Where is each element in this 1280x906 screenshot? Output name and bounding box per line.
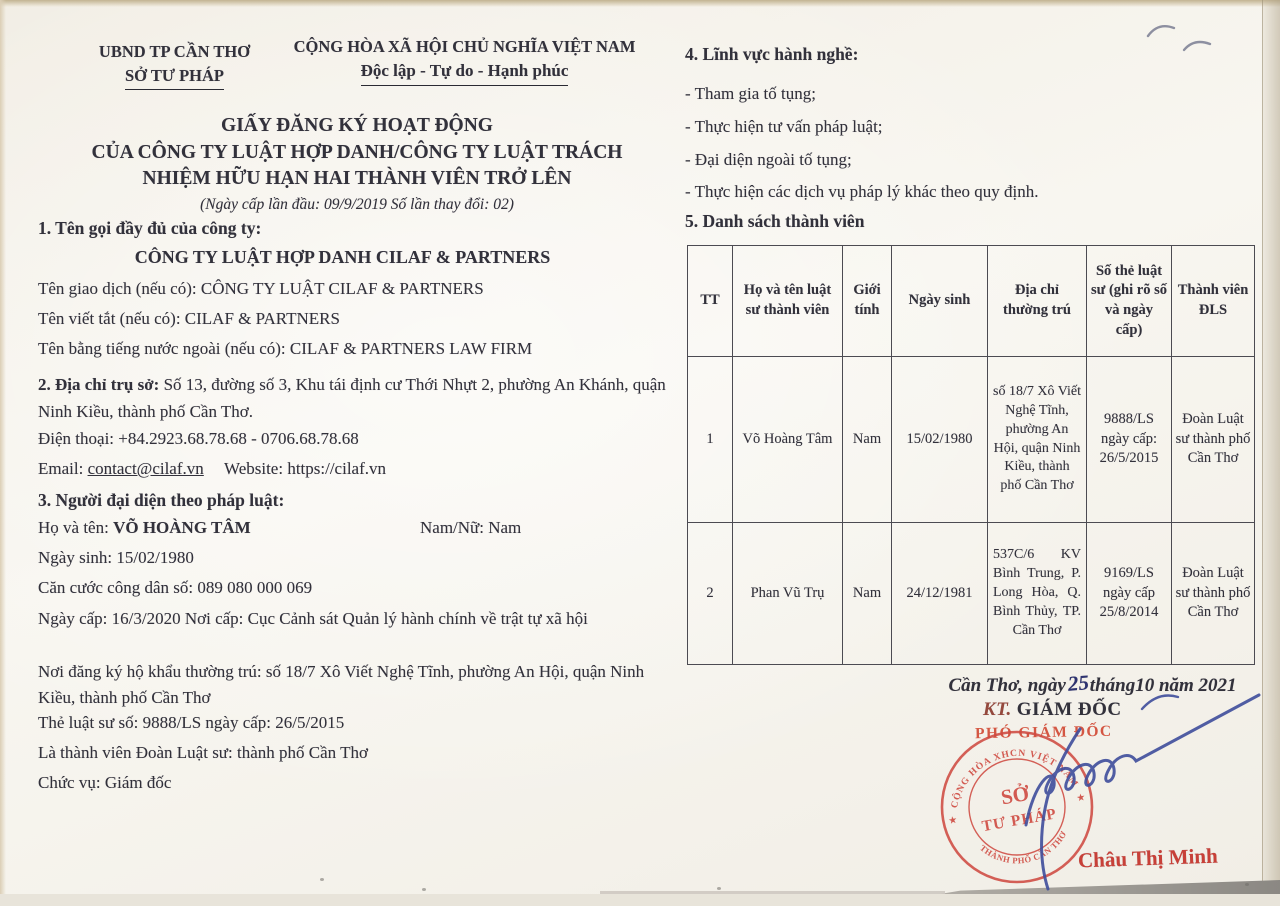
scan-speck <box>320 878 324 881</box>
cell-dob: 15/02/1980 <box>892 357 988 523</box>
signer-name: Châu Thị Minh <box>1077 843 1219 873</box>
representative-name-line <box>38 518 668 538</box>
col-header-name: Họ và tên luật sư thành viên <box>733 246 843 357</box>
table-row <box>688 523 1255 665</box>
representative-id-number: Căn cước công dân số: 089 080 000 069 <box>38 578 313 597</box>
name-label: Họ và tên: <box>38 518 109 537</box>
representative-dob: Ngày sinh: 15/02/1980 <box>38 548 194 567</box>
company-trade-name: Tên giao dịch (nếu có): CÔNG TY LUẬT CILAF & PARTNERS <box>38 279 484 298</box>
cell-tt: 2 <box>688 523 733 665</box>
col-header-dob: Ngày sinh <box>892 246 988 357</box>
title-line2: CỦA CÔNG TY LUẬT HỢP DANH/CÔNG TY LUẬT TRÁCH <box>91 141 623 163</box>
cell-address: số 18/7 Xô Viết Nghệ Tĩnh, phường An Hội, quận Ninh Kiều, thành phố Cần Thơ <box>988 357 1087 523</box>
document-title <box>48 113 666 193</box>
members-table <box>687 245 1255 665</box>
place-date-suffix: tháng10 năm 2021 <box>1089 675 1237 696</box>
cell-bar: Đoàn Luật sư thành phố Cần Thơ <box>1172 357 1255 523</box>
representative-lawyer-card: Thẻ luật sư số: 9888/LS ngày cấp: 26/5/2015 <box>38 713 345 732</box>
national-motto-block <box>262 35 667 86</box>
title-line1: GIẤY ĐĂNG KÝ HOẠT ĐỘNG <box>221 115 493 136</box>
section4-heading: 4. Lĩnh vực hành nghề: <box>685 44 859 64</box>
deputy-director-stamp-text: PHÓ GIÁM ĐỐC <box>974 722 1113 743</box>
place-date-line <box>925 672 1260 697</box>
email-label: Email: <box>38 459 84 478</box>
col-header-gender: Giới tính <box>843 246 892 357</box>
stamp-star-left: ★ <box>947 814 959 828</box>
section1-heading: 1. Tên gọi đầy đủ của công ty: <box>38 218 262 238</box>
section5-heading: 5. Danh sách thành viên <box>685 211 865 231</box>
col-header-tt: TT <box>688 246 733 357</box>
col-header-bar: Thành viên ĐLS <box>1172 246 1255 357</box>
national-line2: Độc lập - Tự do - Hạnh phúc <box>361 59 569 86</box>
representative-id-issue: Ngày cấp: 16/3/2020 Nơi cấp: Cục Cảnh sát Quản lý hành chính về trật tự xã hội <box>38 609 588 628</box>
cell-bar: Đoàn Luật sư thành phố Cần Thơ <box>1172 523 1255 665</box>
national-line1: CỘNG HÒA XÃ HỘI CHỦ NGHĨA VIỆT NAM <box>293 37 636 56</box>
stamp-arc-top-text: CỘNG HÒA XHCN VIỆT NAM <box>950 748 1080 810</box>
practice-field-item: - Thực hiện các dịch vụ pháp lý khác theo quy định. <box>685 182 1039 201</box>
cell-gender: Nam <box>843 357 892 523</box>
stamp-arc-bottom-text: THÀNH PHỐ CẦN THƠ <box>978 829 1069 866</box>
cell-address: 537C/6 KV Bình Trung, P. Long Hòa, Q. Bình Thủy, TP. Cần Thơ <box>988 523 1087 665</box>
title-line3: NHIỆM HỮU HẠN HAI THÀNH VIÊN TRỞ LÊN <box>142 168 572 190</box>
stamp-star-right: ★ <box>1075 792 1087 805</box>
cell-name: Phan Vũ Trụ <box>733 523 843 665</box>
table-row <box>688 357 1255 523</box>
cell-card: 9169/LS ngày cấp 25/8/2014 <box>1087 523 1172 665</box>
company-full-name: CÔNG TY LUẬT HỢP DANH CILAF & PARTNERS <box>134 247 551 267</box>
office-phone: Điện thoại: +84.2923.68.78.68 - 0706.68.78.68 <box>38 429 359 448</box>
practice-field-item: - Tham gia tố tụng; <box>685 84 816 103</box>
kt-handwritten: KT. <box>983 699 1012 720</box>
scan-speck <box>1245 883 1249 886</box>
representative-name: VÕ HOÀNG TÂM <box>113 518 251 537</box>
svg-text:THÀNH PHỐ CẦN THƠ <box>977 828 1072 873</box>
company-foreign-name: Tên bằng tiếng nước ngoài (nếu có): CILAF & PARTNERS LAW FIRM <box>38 339 533 358</box>
issuer-line1: UBND TP CẦN THƠ <box>98 42 251 61</box>
table-header-row <box>688 246 1255 357</box>
handwritten-day: 25 <box>1066 670 1090 696</box>
office-contact-line <box>38 459 386 479</box>
practice-field-item: - Thực hiện tư vấn pháp luật; <box>685 117 883 136</box>
scan-edge-top <box>0 0 1280 7</box>
representative-bar-membership: Là thành viên Đoàn Luật sư: thành phố Cần Thơ <box>38 743 368 762</box>
col-header-address: Địa chỉ thường trú <box>988 246 1087 357</box>
scan-speck <box>717 887 721 890</box>
scan-edge-left <box>0 0 6 894</box>
section2-address <box>38 371 668 425</box>
cell-tt: 1 <box>688 357 733 523</box>
issuer-line2: SỞ TƯ PHÁP <box>125 64 224 90</box>
stamp-center-line1: SỞ <box>999 780 1031 810</box>
director-title: GIÁM ĐỐC <box>1016 699 1122 720</box>
cell-gender: Nam <box>843 523 892 665</box>
section2-heading: 2. Địa chỉ trụ sở: <box>38 375 160 394</box>
scan-edge-right <box>1262 0 1280 894</box>
cell-card: 9888/LS ngày cấp: 26/5/2015 <box>1087 357 1172 523</box>
website-value: Website: https://cilaf.vn <box>224 459 387 478</box>
pen-marks <box>1140 14 1230 66</box>
title-issue-note: (Ngày cấp lần đầu: 09/9/2019 Số lần thay đổi: 02) <box>200 196 514 213</box>
col-header-card: Số thẻ luật sư (ghi rõ số và ngày cấp) <box>1087 246 1172 357</box>
office-address: Số 13, đường số 3, Khu tái định cư Thới Nhựt 2, phường An Khánh, quận Ninh Kiều, thành phố Cần Thơ. <box>38 375 666 422</box>
representative-position: Chức vụ: Giám đốc <box>38 773 172 792</box>
issuer-block <box>72 40 277 90</box>
email-value: contact@cilaf.vn <box>87 459 204 478</box>
place-date-prefix: Cần Thơ, ngày <box>948 675 1066 696</box>
representative-gender: Nam/Nữ: Nam <box>420 518 522 537</box>
stamp-center-line2: TƯ PHÁP <box>980 805 1059 836</box>
scan-speck <box>422 888 426 891</box>
practice-field-item: - Đại diện ngoài tố tụng; <box>685 150 852 169</box>
company-short-name: Tên viết tắt (nếu có): CILAF & PARTNERS <box>38 309 340 328</box>
representative-residence: Nơi đăng ký hộ khẩu thường trú: số 18/7 Xô Viết Nghệ Tĩnh, phường An Hội, quận Ninh Kiều, thành phố Cần Thơ <box>38 662 645 708</box>
cell-dob: 24/12/1981 <box>892 523 988 665</box>
cell-name: Võ Hoàng Tâm <box>733 357 843 523</box>
section3-heading: 3. Người đại diện theo pháp luật: <box>38 490 285 510</box>
